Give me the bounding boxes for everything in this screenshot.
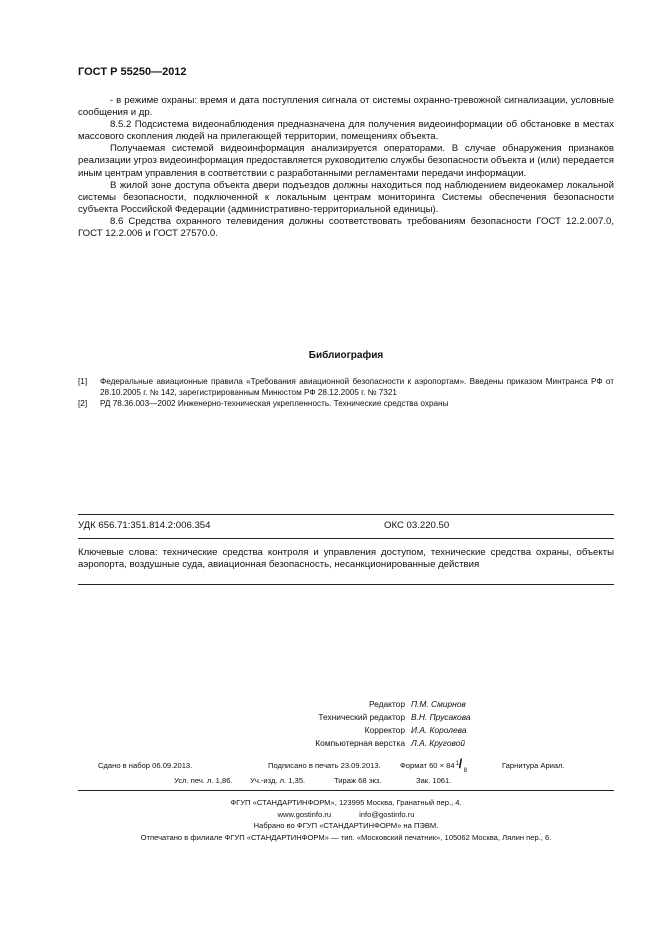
credit-name: В.Н. Прусакова <box>411 712 471 722</box>
signed-date: Подписано в печать 23.09.2013. <box>268 761 381 770</box>
publication-line-1 <box>78 758 614 773</box>
credit-line <box>210 724 510 737</box>
oks-code: ОКС 03.220.50 <box>384 520 450 531</box>
paragraph-8-6: 8.6 Средства охранного телевидения должны соответствовать требованиям безопасности ГОСТ 12.2.007.0, ГОСТ 12.2.006 и ГОСТ 27570.0. <box>78 215 614 240</box>
paragraph-8-5-2: 8.5.2 Подсистема видеонаблюдения предназначена для получения видеоинформации об обстановке в местах массового скопления людей на прилегающей территории, помещениях объекта. <box>78 119 614 143</box>
credit-role: Корректор <box>364 725 405 735</box>
publisher-address: ФГУП «СТАНДАРТИНФОРМ», 123995 Москва, Гранатный пер., 4. <box>230 798 462 807</box>
divider-imprint <box>78 790 614 791</box>
paper-format-prefix: Формат 60 × 84 <box>400 761 455 770</box>
divider-middle <box>78 538 614 539</box>
publisher-sheets: Уч.-изд. л. 1,35. <box>250 776 306 785</box>
print-sheets: Усл. печ. л. 1,86. <box>174 776 233 785</box>
submitted-date: Сдано в набор 06.09.2013. <box>98 761 193 770</box>
paper-format <box>400 758 469 773</box>
paper-format-denominator: 8 <box>463 768 467 774</box>
keywords: Ключевые слова: технические средства контроля и управления доступом, технические средства охраны, объекты аэропорта, воздушные суда, авиационная безопасность, несанкционированные действия <box>78 547 614 571</box>
credit-name: И.А. Королева <box>411 725 467 735</box>
paper-format-numerator: 1 <box>455 761 459 767</box>
credit-line <box>210 737 510 750</box>
bibliography-list <box>78 376 614 409</box>
order-number: Зак. 1061. <box>416 776 452 785</box>
body-text <box>78 95 614 240</box>
credit-line <box>210 698 510 711</box>
credit-name: Л.А. Круговой <box>411 738 466 748</box>
credit-line <box>210 711 510 724</box>
paper-format-fraction: 1 / 8 <box>455 759 469 771</box>
print-run: Тираж 68 экз. <box>334 776 382 785</box>
bibliography-item-text: Федеральные авиационные правила «Требования авиационной безопасности к аэропортам». Введены приказом Минтранса РФ от 28.10.2005 г. № 142, зарегистрированным Минюстом РФ 28.12.2005 г. № 7321 <box>100 377 614 397</box>
divider-top <box>78 514 614 515</box>
email-link[interactable]: info@gostinfo.ru <box>359 809 415 819</box>
bibliography-item-number: [2] <box>78 399 88 408</box>
divider-bottom <box>78 584 614 585</box>
credits-block <box>210 698 510 750</box>
publication-line-2 <box>78 773 614 788</box>
typeset-note: Набрано во ФГУП «СТАНДАРТИНФОРМ» на ПЭВМ. <box>253 821 439 830</box>
bibliography-item-text: РД 78.36.003—2002 Инженерно-техническая укрепленность. Технические средства охраны <box>100 399 449 408</box>
credit-role: Компьютерная верстка <box>315 738 405 748</box>
publication-info <box>78 758 614 788</box>
paragraph-residential-zone: В жилой зоне доступа объекта двери подъездов должны находиться под наблюдением видеокамер локальной системы безопасности, подключенной к локальным центрам мониторинга Системы обеспечения безопасности субъекта Российской Федерации (административно-территориальной единицы). <box>78 179 614 215</box>
paragraph-alarm-mode: - в режиме охраны: время и дата поступления сигнала от системы охранно-тревожной сигнализации, условные сообщения и др. <box>78 95 614 119</box>
credit-name: П.М. Смирнов <box>411 699 466 709</box>
publisher-contacts <box>78 809 614 821</box>
printed-note: Отпечатано в филиале ФГУП «СТАНДАРТИНФОРМ» — тип. «Московский печатник», 105062 Москва, Лялин пер., 6. <box>140 832 552 842</box>
website-link[interactable]: www.gostinfo.ru <box>277 809 332 819</box>
bibliography-item <box>78 376 614 398</box>
bibliography-item-number: [1] <box>78 377 88 386</box>
paragraph-video-analysis: Получаемая системой видеоинформация анализируется операторами. В случае обнаружения признаков реализации угроз видеоинформация предоставляется руководителю службы безопасности объекта и (или) передается иным центрам управления в соответствии с разработанными регламентами передачи информации. <box>78 143 614 179</box>
credit-role: Редактор <box>368 699 405 709</box>
udk-code: УДК 656.71:351.814.2:006.354 <box>78 520 211 531</box>
document-header: ГОСТ Р 55250—2012 <box>78 66 187 78</box>
typeface: Гарнитура Ариал. <box>502 761 565 770</box>
bibliography-title: Библиография <box>308 350 384 361</box>
credit-role: Технический редактор <box>318 712 405 722</box>
bibliography-item <box>78 398 614 409</box>
imprint-block <box>78 797 614 843</box>
